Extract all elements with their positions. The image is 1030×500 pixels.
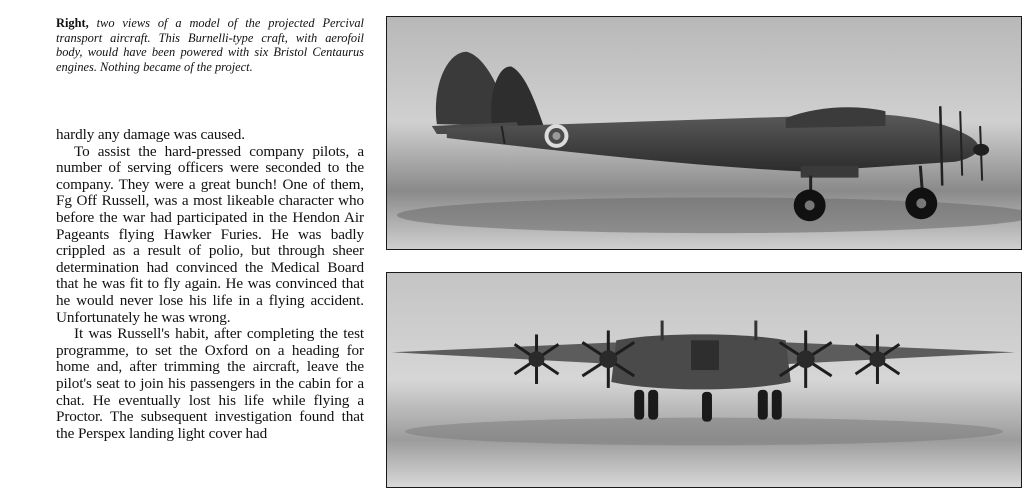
- paragraph-1: hardly any damage was caused.: [56, 126, 245, 143]
- paragraph-2: To assist the hard-pressed company pilots, a number of serving officers were seconded to the company. They were a great bunch! One of them, Fg Off Russell, was a most likeable character who before the war had participated in the Hendon Air Pageants flying Hawker Furies. He was badly crippled as a result of polio, but through sheer determination had convinced the Medical Board that he was fit to fly again. He was convinced that he would never lose his life in a flying accident. Unfortunately he was wrong.: [56, 142, 364, 326]
- caption-lead: Right,: [56, 16, 89, 30]
- front-view-aircraft-image: [387, 273, 1021, 487]
- article-body: [56, 127, 364, 442]
- caption-text: two views of a model of the projected Percival transport aircraft. This Burnelli-type craft, with aerofoil body, would have been powered with six Bristol Centaurus engines. Nothing became of the project.: [56, 16, 364, 74]
- side-view-aircraft-image: [387, 17, 1021, 249]
- paragraph-3: It was Russell's habit, after completing the test programme, to set the Oxford on a heading for home and, after trimming the aircraft, leave the pilot's seat to join his passengers in the cabin for a chat. He eventually lost his life while flying a Proctor. The subsequent investigation found that the Perspex landing light cover had: [56, 325, 364, 442]
- side-view-model-photo: [386, 16, 1022, 250]
- front-view-model-photo: [386, 272, 1022, 488]
- photo-caption: [56, 16, 364, 74]
